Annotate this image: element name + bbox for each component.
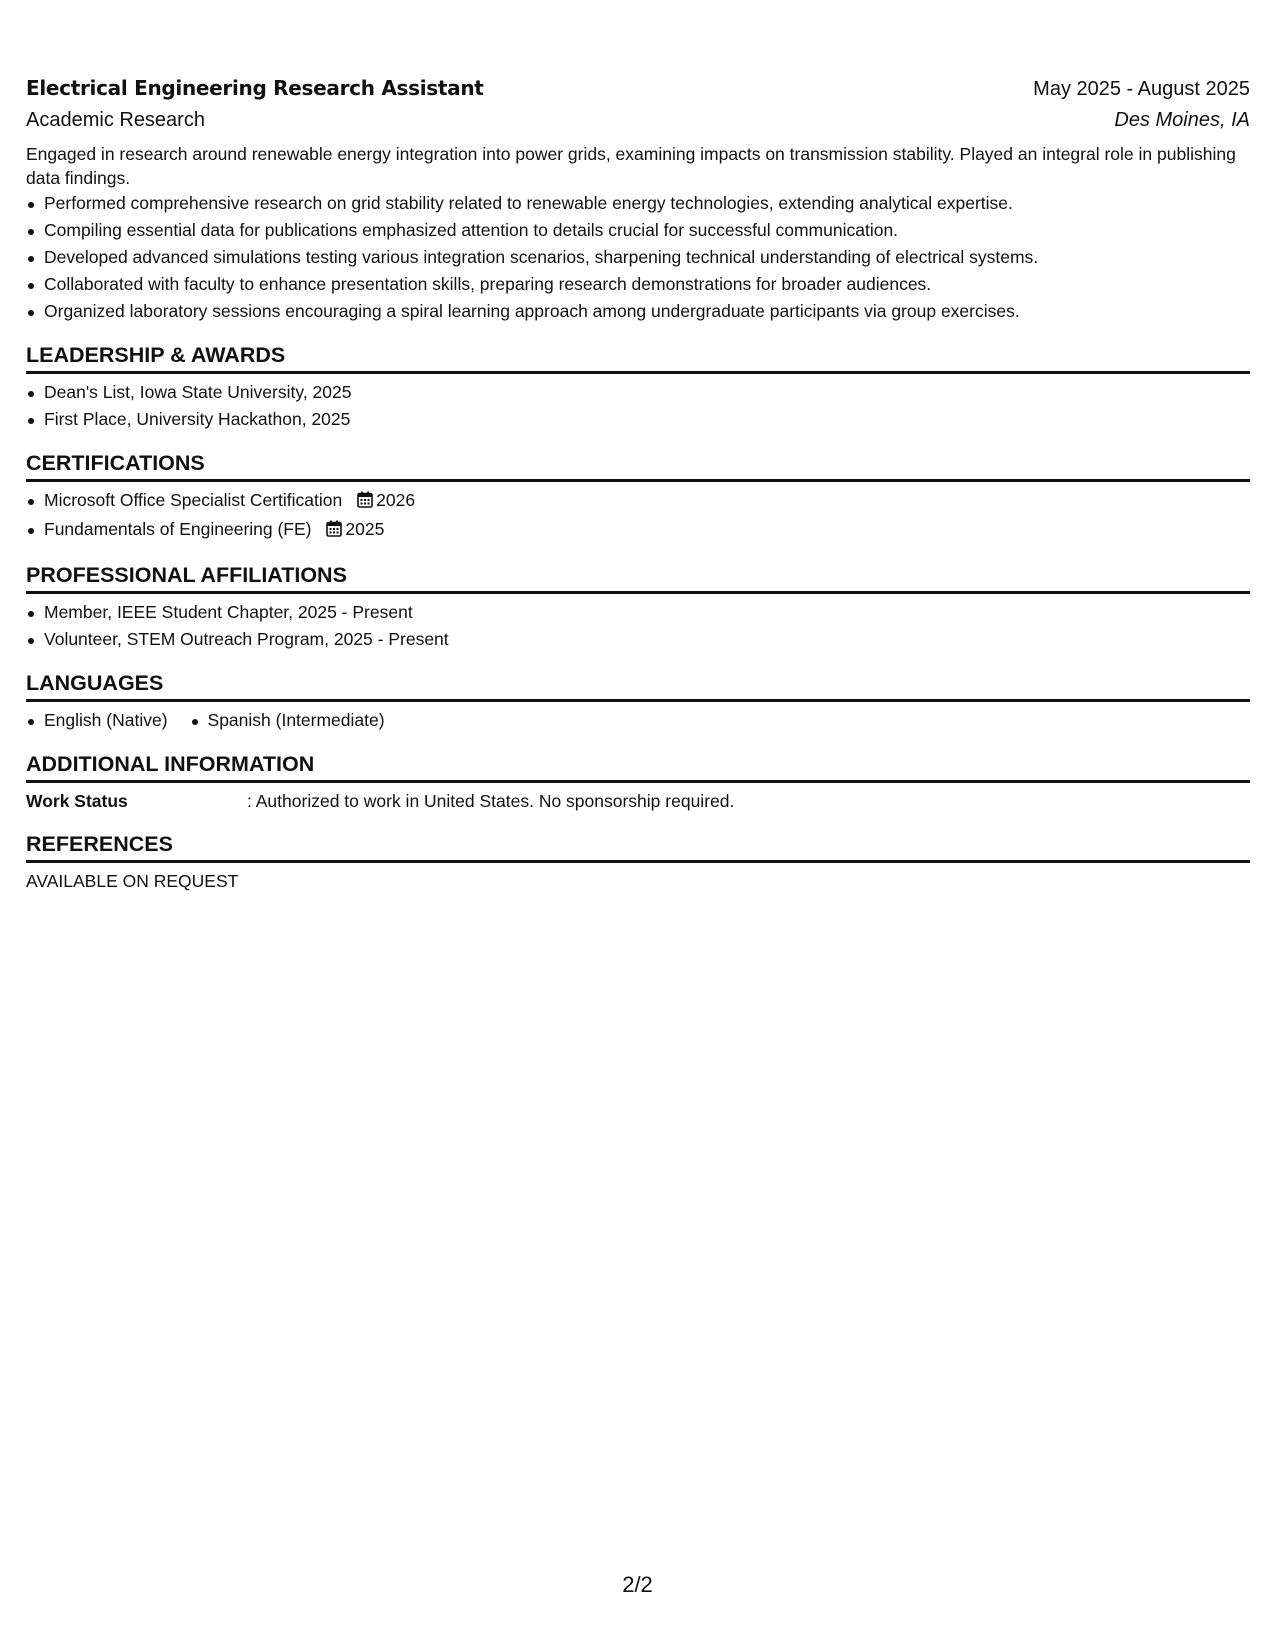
list-item: Dean's List, Iowa State University, 2025 — [44, 379, 1250, 406]
leadership-list — [26, 379, 1250, 433]
references-section — [26, 830, 1250, 894]
job-dates: May 2025 - August 2025 — [1033, 78, 1250, 100]
list-item: Organized laboratory sessions encouraging a spiral learning approach among undergraduate participants via group exercises. — [44, 298, 1250, 325]
job-bullets — [26, 190, 1250, 325]
certifications-section — [26, 449, 1250, 545]
section-heading: LANGUAGES — [26, 669, 1250, 702]
work-status-value: : Authorized to work in United States. No sponsorship required. — [247, 791, 735, 811]
job-location: Des Moines, IA — [1114, 109, 1250, 131]
calendar-icon — [326, 518, 342, 545]
languages-list — [26, 707, 1250, 734]
language-item: Spanish (Intermediate) — [208, 707, 385, 734]
certification-name: Microsoft Office Specialist Certification — [44, 490, 343, 510]
list-item: Member, IEEE Student Chapter, 2025 - Present — [44, 599, 1250, 626]
resume-page — [26, 76, 1250, 894]
work-status-label: Work Status — [26, 791, 128, 811]
certification-year: 2025 — [345, 519, 385, 539]
additional-info-section — [26, 750, 1250, 814]
calendar-icon — [357, 489, 373, 516]
certification-year: 2026 — [376, 490, 416, 510]
list-item: Collaborated with faculty to enhance presentation skills, preparing research demonstrations for broader audiences. — [44, 271, 1250, 298]
list-item: Performed comprehensive research on grid stability related to renewable energy technologies, extending analytical expertise. — [44, 190, 1250, 217]
affiliations-section — [26, 561, 1250, 653]
section-heading: LEADERSHIP & AWARDS — [26, 341, 1250, 374]
languages-section — [26, 669, 1250, 734]
job-header — [26, 76, 1250, 101]
section-heading: CERTIFICATIONS — [26, 449, 1250, 482]
certification-item — [44, 487, 1250, 516]
affiliations-list — [26, 599, 1250, 653]
references-text: AVAILABLE ON REQUEST — [26, 871, 239, 891]
certification-item — [44, 516, 1250, 545]
list-item: First Place, University Hackathon, 2025 — [44, 406, 1250, 433]
certification-name: Fundamentals of Engineering (FE) — [44, 519, 312, 539]
section-heading: ADDITIONAL INFORMATION — [26, 750, 1250, 783]
leadership-section — [26, 341, 1250, 433]
certifications-list — [26, 487, 1250, 545]
language-item: English (Native) — [44, 707, 168, 734]
section-heading: REFERENCES — [26, 830, 1250, 863]
work-status-row — [26, 788, 1250, 814]
job-organization: Academic Research — [26, 109, 205, 131]
job-subheader — [26, 109, 1250, 132]
list-item: Compiling essential data for publications emphasized attention to details crucial for successful communication. — [44, 217, 1250, 244]
page-number: 2/2 — [622, 1572, 653, 1597]
list-item: Developed advanced simulations testing various integration scenarios, sharpening technical understanding of electrical systems. — [44, 244, 1250, 271]
job-summary: Engaged in research around renewable energy integration into power grids, examining impacts on transmission stability. Played an integral role in publishing data findings. — [26, 144, 1236, 188]
list-item: Volunteer, STEM Outreach Program, 2025 - Present — [44, 626, 1250, 653]
job-title: Electrical Engineering Research Assistant — [26, 76, 484, 100]
section-heading: PROFESSIONAL AFFILIATIONS — [26, 561, 1250, 594]
